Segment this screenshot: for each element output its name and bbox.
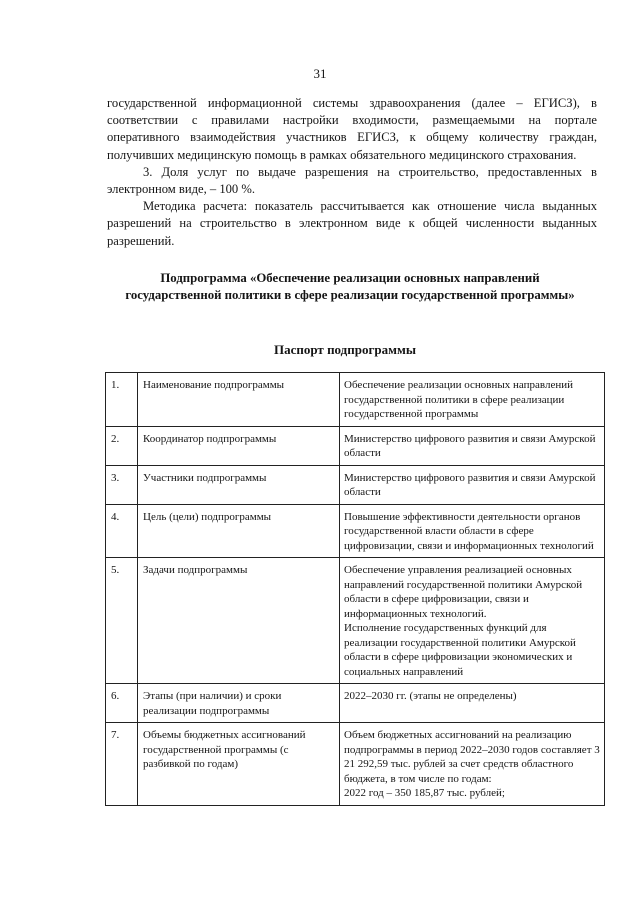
row-value bbox=[340, 723, 605, 806]
row-value bbox=[340, 504, 605, 558]
table-row bbox=[106, 426, 605, 465]
table-row bbox=[106, 504, 605, 558]
body-text bbox=[107, 95, 597, 250]
subprogram-title: Подпрограмма «Обеспечение реализации основных направлений государственной политики в сфере реализации государственной программы» bbox=[125, 271, 575, 302]
row-value bbox=[340, 558, 605, 684]
table-row bbox=[106, 684, 605, 723]
row-label: Этапы (при наличии) и сроки реализации подпрограммы bbox=[138, 684, 340, 723]
table-row bbox=[106, 373, 605, 427]
table-row bbox=[106, 558, 605, 684]
value-paragraph: Объем бюджетных ассигнований на реализацию подпрограммы в период 2022–2030 годов составляет 3 21 292,59 тыс. рублей за счет средств областного бюджета, в том числе по годам: bbox=[344, 729, 600, 785]
row-label: Цель (цели) подпрограммы bbox=[138, 504, 340, 558]
value-paragraph: Министерство цифрового развития и связи Амурской области bbox=[344, 471, 596, 498]
row-number: 5. bbox=[106, 558, 138, 684]
row-label: Участники подпрограммы bbox=[138, 465, 340, 504]
row-label: Координатор подпрограммы bbox=[138, 426, 340, 465]
row-label: Задачи подпрограммы bbox=[138, 558, 340, 684]
row-value bbox=[340, 373, 605, 427]
value-paragraph: Исполнение государственных функций для реализации государственной политики Амурской области в сфере цифровизации экономических и социальных направлений bbox=[344, 622, 576, 678]
row-value bbox=[340, 465, 605, 504]
value-paragraph: Обеспечение управления реализацией основных направлений государственной политики Амурской области в сфере цифровизации, связи и информационных технологий. bbox=[344, 564, 583, 620]
paragraph: государственной информационной системы здравоохранения (далее – ЕГИСЗ), в соответствии с правилами настройки входимости, размещаемыми на портале оперативного взаимодействия участников ЕГИСЗ, к общему количеству граждан, получивших медицинскую помощь в рамках обязательного медицинского страхования. bbox=[107, 96, 597, 162]
row-number: 3. bbox=[106, 465, 138, 504]
row-number: 4. bbox=[106, 504, 138, 558]
page-number: 31 bbox=[313, 66, 327, 81]
paragraph: Методика расчета: показатель рассчитывается как отношение числа выданных разрешений на строительство в электронном виде к общей численности выданных разрешений. bbox=[107, 199, 597, 248]
value-paragraph: Повышение эффективности деятельности органов государственной власти области в сфере цифровизации, связи и информационных технологий bbox=[344, 510, 594, 552]
value-paragraph: Министерство цифрового развития и связи Амурской области bbox=[344, 432, 596, 459]
row-number: 1. bbox=[106, 373, 138, 427]
value-paragraph: Обеспечение реализации основных направлений государственной политики в сфере реализации государственной программы bbox=[344, 379, 573, 420]
passport-table bbox=[105, 372, 605, 806]
row-label: Объемы бюджетных ассигнований государственной программы (с разбивкой по годам) bbox=[138, 723, 340, 806]
value-paragraph: 2022–2030 гг. (этапы не определены) bbox=[344, 690, 517, 702]
table-row bbox=[106, 723, 605, 806]
row-label: Наименование подпрограммы bbox=[138, 373, 340, 427]
paragraph: 3. Доля услуг по выдаче разрешения на строительство, предоставленных в электронном виде, – 100 %. bbox=[107, 164, 597, 197]
row-number: 2. bbox=[106, 426, 138, 465]
row-number: 7. bbox=[106, 723, 138, 806]
row-value bbox=[340, 426, 605, 465]
row-number: 6. bbox=[106, 684, 138, 723]
row-value bbox=[340, 684, 605, 723]
value-paragraph: 2022 год – 350 185,87 тыс. рублей; bbox=[344, 787, 505, 799]
table-row bbox=[106, 465, 605, 504]
passport-title: Паспорт подпрограммы bbox=[274, 342, 416, 357]
